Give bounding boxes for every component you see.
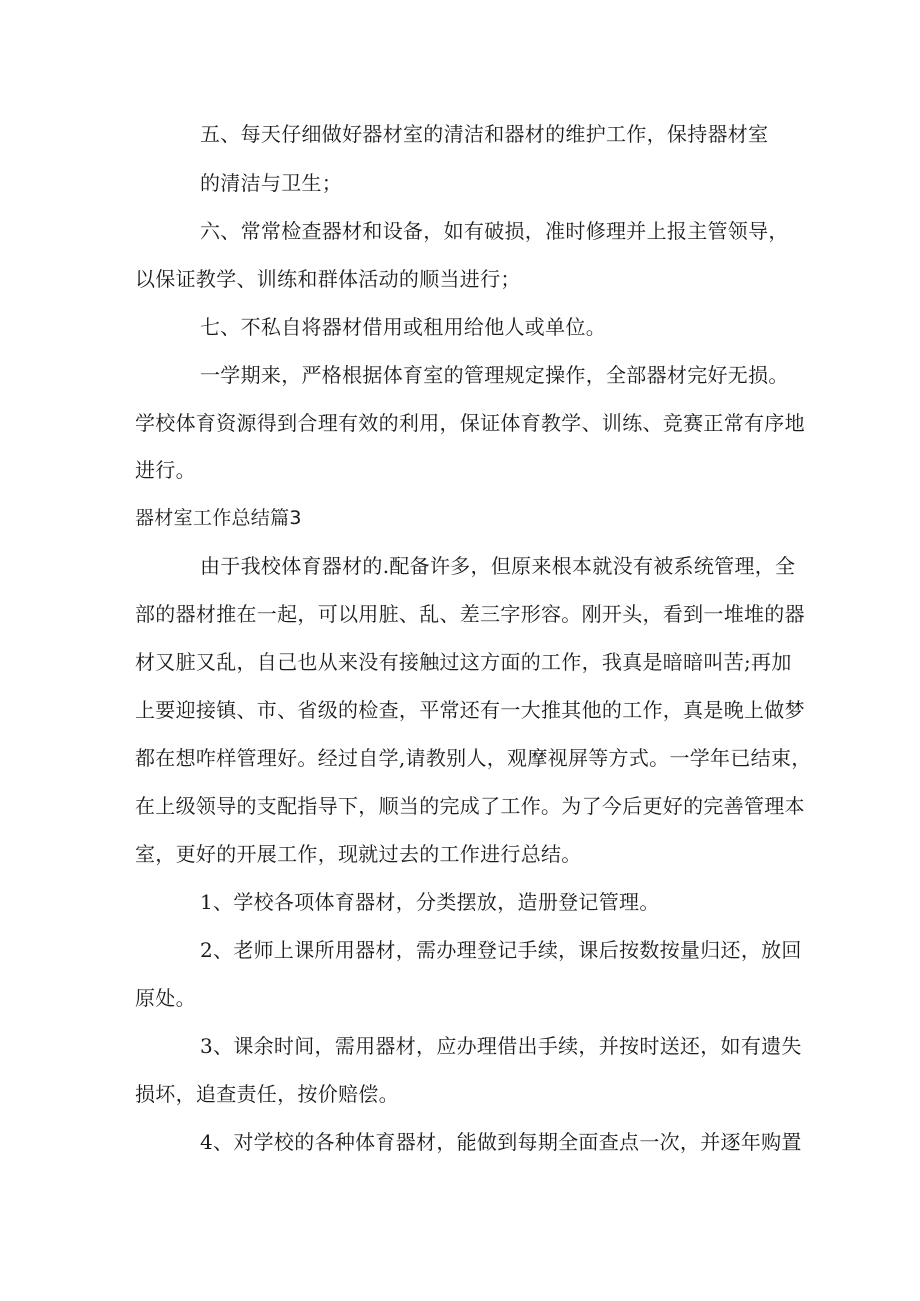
list-item: 1、学校各项体育器材，分类摆放，造册登记管理。 <box>200 890 660 914</box>
paragraph-line: 的清洁与卫生； <box>200 171 343 195</box>
paragraph-line: 在上级领导的支配指导下，顺当的完成了工作。为了今后更好的完善管理本 <box>135 794 805 818</box>
paragraph-line: 部的器材推在一起，可以用脏、乱、差三字形容。刚开头，看到一堆堆的器 <box>135 602 805 626</box>
list-item: 3、课余时间，需用器材，应办理借出手续，并按时送还，如有遗失 <box>200 1034 802 1058</box>
paragraph-line: 损坏，追查责任，按价赔偿。 <box>135 1082 399 1106</box>
paragraph-line: 五、每天仔细做好器材室的清洁和器材的维护工作，保持器材室 <box>200 122 769 146</box>
paragraph-line: 都在想咋样管理好。经过自学,请教别人，观摩视屏等方式。一学年已结束， <box>135 746 812 770</box>
paragraph-line: 上要迎接镇、市、省级的检查，平常还有一大推其他的工作，真是晚上做梦 <box>135 698 805 722</box>
paragraph-line: 原处。 <box>135 986 196 1010</box>
paragraph-line: 由于我校体育器材的.配备许多，但原来根本就没有被系统管理，全 <box>200 554 796 578</box>
paragraph-line: 室，更好的开展工作，现就过去的工作进行总结。 <box>135 842 582 866</box>
paragraph-line: 进行。 <box>135 458 196 482</box>
paragraph-line: 学校体育资源得到合理有效的利用，保证体育教学、训练、竞赛正常有序地 <box>135 411 805 435</box>
paragraph-line: 七、不私自将器材借用或租用给他人或单位。 <box>200 315 606 339</box>
paragraph-line: 六、常常检查器材和设备，如有破损，准时修理并上报主管领导， <box>200 219 789 243</box>
list-item: 2、老师上课所用器材，需办理登记手续，课后按数按量归还，放回 <box>200 938 802 962</box>
list-item: 4、对学校的各种体育器材，能做到每期全面查点一次，并逐年购置 <box>200 1130 802 1154</box>
section-heading: 器材室工作总结篇3 <box>135 507 302 529</box>
paragraph-line: 材又脏又乱，自己也从来没有接触过这方面的工作，我真是暗暗叫苦;再加 <box>135 650 792 674</box>
paragraph-line: 一学期来，严格根据体育室的管理规定操作，全部器材完好无损。 <box>200 363 789 387</box>
paragraph-line: 以保证教学、训练和群体活动的顺当进行； <box>135 267 521 291</box>
